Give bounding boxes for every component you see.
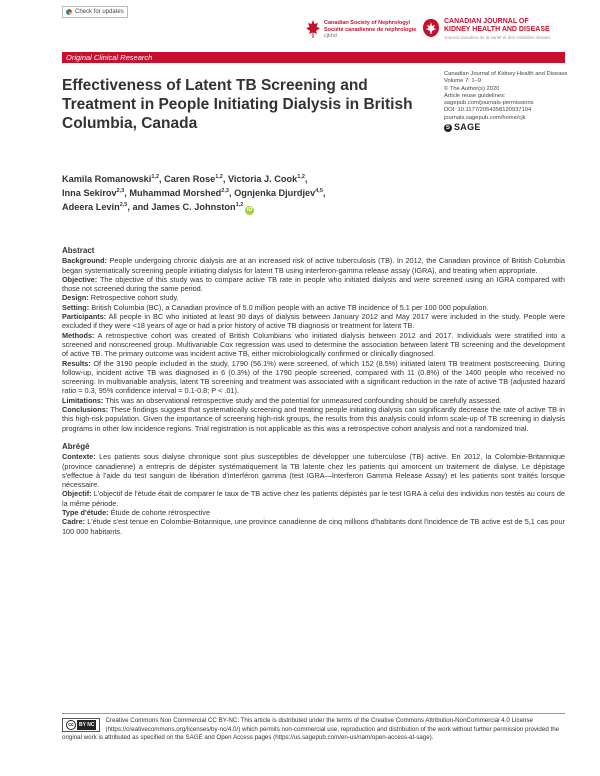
sage-icon: S — [445, 125, 451, 132]
author: Muhammad Morshed$^{2,3}$ — [129, 187, 229, 198]
maple-leaf-icon — [306, 20, 320, 38]
author: Inna Sekirov$^{2,3}$ — [62, 187, 125, 198]
journal-name-line2: KIDNEY HEALTH AND DISEASE — [444, 26, 550, 33]
abstract-section — [62, 246, 565, 536]
author: Kamila Romanowski$^{1,2}$ — [62, 173, 160, 184]
publisher-name: SAGE — [454, 122, 481, 133]
by-nc-icon: BY NC — [77, 720, 96, 731]
check-for-updates-badge[interactable] — [62, 6, 128, 18]
abstract-setting: Setting: British Columbia (BC), a Canadian province of 5.0 million people with an active TB incidence of 5.1 per 100 000 population. — [62, 302, 489, 312]
meta-doi[interactable]: DOI: 10.1177/2054358120937104 — [444, 107, 532, 114]
author: Ognjenka Djurdjev$^{4,5}$ — [234, 187, 323, 198]
article-title: Effectiveness of Latent TB Screening and Treatment in People Initiating Dialysis in British Columbia, Canada — [62, 77, 413, 132]
journal-name-line1: CANADIAN JOURNAL OF — [444, 18, 529, 25]
meta-reuse: Article reuse guidelines: — [444, 92, 506, 99]
journal-tagline: Journal canadien de la santé et des maladies rénales — [444, 35, 551, 40]
abrege-objectif: Objectif: L'objectif de l'étude était de comparer le taux de TB active chez les patients dépistés par le test IGRA à celui des individus non testés au cours de la même période. — [62, 489, 565, 508]
meta-journal-link[interactable]: journals.sagepub.com/home/cjk — [444, 114, 526, 121]
society-logo — [306, 20, 416, 40]
meta-reuse-link[interactable]: sagepub.com/journals-permissions — [444, 100, 534, 107]
article-type-bar: Original Clinical Research — [62, 52, 565, 63]
license-divider — [62, 713, 565, 714]
author: Caren Rose$^{1,2}$ — [164, 173, 223, 184]
abrege-contexte: Contexte: Les patients sous dialyse chronique sont plus susceptibles de développer une tuberculose (TB) active. En 2012, la Colombie-Britannique (province canadienne) a entrepris de dépister systématiquement la TB latente chez les patients qui amorcent un traitement de dialyse. Le dépistage s'effectue à l'aide du test sanguin de libération d'interféron gamma (test IGRA—Interferon Gamma Release Assay) et les patients sont traités lorsque nécessaire. — [62, 452, 565, 490]
abstract-objective: Objective: The objective of this study was to compare active TB rate in people who initiated dialysis and were screened using an IGRA compared with those not screened during the same period. — [62, 274, 565, 294]
license-notice — [62, 717, 565, 743]
abstract-design: Design: Retrospective cohort study. — [62, 293, 179, 303]
author: Victoria J. Cook$^{1,2}$ — [227, 173, 305, 184]
crossmark-icon — [66, 9, 72, 15]
meta-volume: Volume 7: 1–9 — [444, 78, 482, 85]
society-name-en: Canadian Society of Nephrology/ — [324, 20, 411, 26]
abstract-participants: Participants: All people in BC who initiated at least 90 days of dialysis between January 2012 and May 2017 were included in the study. People were excluded if they were <18 years of age or had a prior history of active TB diagnosis or treatment for latent TB. — [62, 312, 566, 331]
license-text: Creative Commons Non Commercial CC BY-NC: This article is distributed under the terms of the Creative Commons Attribution-NonCommercial 4.0 License (https://creativecommons.org/licenses/by-nc/4.0/) which permits non-commercial use, reproduction and distribution of the work without further permission provided the original work is attributed as specified on the SAGE and Open Access pages (https://us.sagepub.com/en-us/nam/open-access-at-sage). — [62, 717, 560, 742]
author: James C. Johnston$^{1,2}$ — [151, 201, 244, 212]
kidney-leaf-icon — [422, 18, 440, 38]
journal-logo — [422, 18, 550, 40]
article-metadata — [444, 71, 574, 132]
author: Adeera Levin$^{2,5}$ — [62, 201, 128, 212]
cc-by-nc-badge[interactable] — [62, 718, 100, 732]
meta-journal: Canadian Journal of Kidney Health and Disease — [444, 71, 568, 77]
orcid-icon[interactable]: iD — [247, 207, 253, 213]
sage-logo — [444, 124, 574, 132]
abrege-cadre: Cadre: L'étude s'est tenue en Colombie-Britannique, une province canadienne de cinq millions d'habitants dont l'incidence de TB active est de 5,1 cas pour 100 000 habitants. — [62, 517, 565, 536]
abstract-heading: Abstract — [62, 246, 95, 255]
abrege-type: Type d'étude: Étude de cohorte rétrospective — [62, 508, 211, 518]
abstract-results: Results: Of the 3190 people included in the study, 1790 (56.1%) were screened, of which 152 (8.5%) initiated latent TB treatment postscreening. During follow-up, incident active TB was diagnosed in 6 (0.3%) of the 1790 people screened, compared with 11 (0.8%) of the 1400 people who received no screening. In multivariable analysis, latent TB screening and treatment was associated with a significant reduction in the rate of active TB (adjusted hazard ratio = 0.3, 95% confidence interval = 0.1-0.8; P < .01). — [62, 358, 565, 396]
check-for-updates-label: Check for updates — [75, 9, 124, 15]
abstract-background: Background: People undergoing chronic dialysis are at an increased risk of active tuberculosis (TB). In 2012, the Canadian province of British Columbia began systematically screening people initiating dialysis for latent TB using interferon-gamma release assay (IGRA), and treating when appropriate. — [62, 256, 565, 275]
author-list: Kamila Romanowski$^{1,2}$, Caren Rose$^{1,2}$, Victoria J. Cook$^{1,2}$, Inna Sekirov$^{2,3}$, Muhammad Morshed$^{2,3}$, Ognjenka Djurdjev$^{4,5}$, Adeera Levin$^{2,5}$, and James C. Johnston$^{1,2}$iD — [62, 173, 326, 213]
meta-copyright: © The Author(s) 2020 — [444, 85, 500, 92]
abrege-heading: Abrégé — [62, 441, 90, 451]
society-name-fr: Société canadienne de néphrologie — [324, 26, 417, 33]
society-abbrev: cjkhd — [324, 33, 337, 39]
abstract-conclusions: Conclusions: These findings suggest that systematically screening and treating people initiating dialysis can significantly decrease the rate of active TB in this high-risk population. Given the importance of screening high-risk groups, the results from this analysis could inform scale-up of TB screening in dialysis programs in other low incidence regions. Trial registration is not applicable as this was a retrospective cohort analysis and not a randomized trial. — [62, 405, 565, 433]
abstract-methods: Methods: A retrospective cohort was created of British Columbians who initiated dialysis between 2012 and 2017. Individuals were stratified into a screened and nonscreened group. Multivariable Cox regression was used to determine the association between latent TB screening and the development of active TB. The primary outcome was incident active TB, either microbiologically confirmed or clinically diagnosed. — [62, 330, 566, 359]
abstract-limitations: Limitations: This was an observational retrospective study and the potential for unmeasured confounding should be carefully assessed. — [62, 395, 502, 405]
cc-icon: cc — [66, 720, 76, 730]
